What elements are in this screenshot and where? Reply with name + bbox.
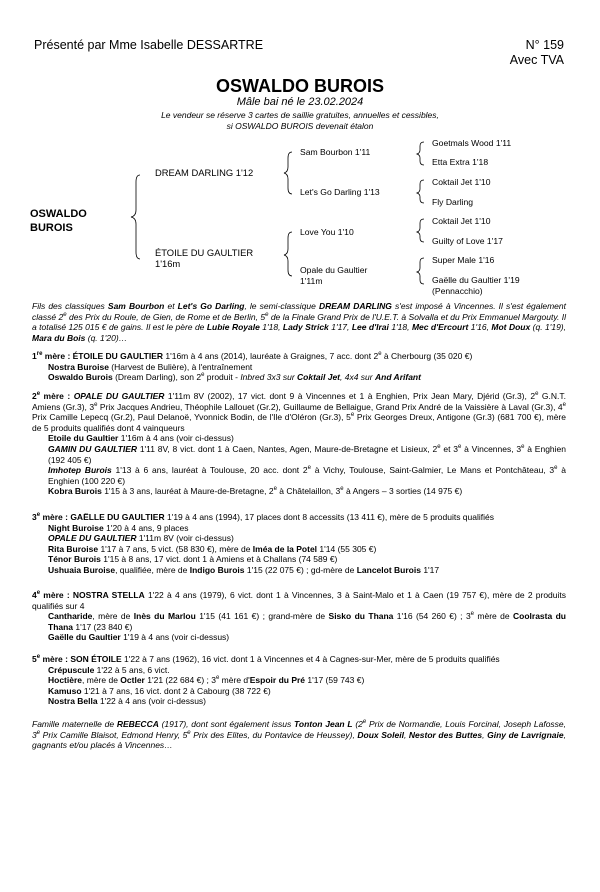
horse-description: Mâle bai né le 23.02.2024: [236, 96, 364, 108]
pedigree-sire-sire: Sam Bourbon 1'11: [300, 147, 371, 157]
pedigree-g2: Etta Extra 1'18: [432, 157, 489, 167]
horse-title: OSWALDO BUROIS: [215, 76, 384, 96]
pedigree-dam-dam-1: Opale du Gaultier: [300, 265, 368, 275]
family-paragraph: Famille maternelle de REBECCA (1917), dont sont également issus Tonton Jean L (2e Prix de Normandie, Louis Forcinal, Joseph Lafosse, 3e Prix Camille Blaisot, Edmond Henry, 5e Prix des Elites, du Pontavice de Heussey), Doux Soleil, Nestor des Buttes, Giny de Lavrignaie, gagnants et/ou placés à Vincennes…: [32, 719, 567, 751]
pedigree-dam-1: ÉTOILE DU GAULTIER: [155, 247, 254, 258]
pedigree-g8-2: (Pennacchio): [432, 286, 483, 296]
pedigree-g3: Coktail Jet 1'10: [432, 177, 491, 187]
lot-number: N° 159: [525, 38, 564, 52]
first-dam-section: 1re mère : ÉTOILE DU GAULTIER 1'16m à 4 ans (2014), lauréate à Graignes, 7 acc. dont 2e à Cherbourg (35 020 €) Nostra Buroise (Harvest de Bulière), à l'entraînement Oswaldo Burois (Dream Darling), son 2e produit - Inbred 3x3 sur Coktail Jet, 4x4 sur And Arifant: [32, 351, 473, 383]
second-dam-section: 2e mère : OPALE DU GAULTIER 1'11m 8V (2002), 17 vict. dont 9 à Vincennes et 1 à Enghien, Prix Jean Mary, Djérid (Gr.3), 2e G.N.T. Amiens (Gr.3), 3e Prix Jacques Andrieu, Théophile Lallouet (Gr.2), Guillaume de Bellaigue, Grand Prix André de la Vaissière à Laval (Gr.3), 4e Prix Camille Lepecq (Gr.2), Paul Delanoë, Yvonnick Bodin, de l'Ile d'Oléron (Gr.3), 5e Prix Georges Dreux, Antigone (Gr.3) (681 700 €), mère de 5 produits qualifiés dont 4 vainqueurs Etoile du Gaultier 1'16m à 4 ans (voir ci-dessus) GAMIN DU GAULTIER 1'11 8V, 8 vict. dont 1 à Caen, Nantes, Agen, Maure-de-Bretagne et Lisieux, 2e et 3e à Vincennes, 3e à Enghien (192 405 €) Imhotep Burois 1'13 à 6 ans, lauréat à Toulouse, 20 acc. dont 2e à Vichy, Toulouse, Saint-Galmier, Le Mans et Pontchâteau, 3e à Enghien (100 220 €) Kobra Burois 1'15 à 3 ans, lauréat à Maure-de-Bretagne, 2e à Châtelaillon, 3e à Angers – 3 sorties (14 975 €): [32, 391, 567, 497]
third-dam-section: 3e mère : GAËLLE DU GAULTIER 1'19 à 4 ans (1994), 17 places dont 8 accessits (13 411 €), mère de 5 produits qualifiés Night Buroise 1'20 à 4 ans, 9 places OPALE DU GAULTIER 1'11m 8V (voir ci-dessus) Rita Buroise 1'17 à 7 ans, 5 vict. (58 830 €), mère de Iméa de la Potel 1'14 (55 305 €) Ténor Burois 1'15 à 8 ans, 17 vict. dont 1 à Amiens et à Challans (74 589 €) Ushuaia Buroise, qualifiée, mère de Indigo Burois 1'15 (22 075 €) ; gd-mère de Lancelot Burois 1'17: [32, 512, 494, 575]
pedigree-horse-name-2: BUROIS: [30, 222, 73, 234]
pedigree-dam-sire: Love You 1'10: [300, 227, 354, 237]
vat-label: Avec TVA: [509, 53, 564, 67]
pedigree-dam-dam-2: 1'11m: [300, 276, 323, 286]
fourth-dam-section: 4e mère : NOSTRA STELLA 1'22 à 4 ans (1979), 6 vict. dont 1 à Vincennes, 3 à Saint-Malo et 1 à Caen (19 757 €), mère de 2 produits qualifiés sur 4 Cantharide, mère de Inès du Marlou 1'15 (41 161 €) ; grand-mère de Sisko du Thana 1'16 (54 260 €) ; 3e mère de Coolrasta du Thana 1'17 (23 840 €) Gaëlle du Gaultier 1'19 à 4 ans (voir ci-dessus): [32, 590, 567, 643]
pedigree-horse-name-1: OSWALDO: [30, 208, 87, 220]
stallion-note-1: Le vendeur se réserve 3 cartes de saillie gratuites, annuelles et cessibles,: [161, 110, 439, 120]
sire-paragraph: Fils des classiques Sam Bourbon et Let's Go Darling, le semi-classique DREAM DARLING s'est imposé à Vincennes. Il s'est également classé 2e des Prix du Roule, de Gien, de Rome et de Berlin, 5e de la Finale Grand Prix de l'U.E.T. à Solvalla et du Prix Emmanuel Margouty. Il a totalisé 125 015 € de gains. Il est le père de Lubie Royale 1'18, Lady Strick 1'17, Lee d'Irai 1'18, Mec d'Ercourt 1'16, Mot Doux (q. 1'19), Mara du Bois (q. 1'20)…: [32, 301, 566, 343]
pedigree-dam-2: 1'16m: [155, 258, 181, 269]
stallion-note-2: si OSWALDO BUROIS devenait étalon: [226, 121, 374, 131]
pedigree-sire-dam: Let's Go Darling 1'13: [300, 187, 380, 197]
fifth-dam-section: 5e mère : SON ÉTOILE 1'22 à 7 ans (1962), 16 vict. dont 1 à Vincennes et 4 à Cagnes-sur-Mer, mère de 5 produits qualifiés Crépuscule 1'22 à 5 ans, 6 vict. Hoctière, mère de Octler 1'21 (22 684 €) ; 3e mère d'Espoir du Pré 1'17 (59 743 €) Kamuso 1'21 à 7 ans, 16 vict. dont 2 à Cabourg (38 722 €) Nostra Bella 1'22 à 4 ans (voir ci-dessus): [32, 654, 500, 707]
pedigree-g8-1: Gaëlle du Gaultier 1'19: [432, 275, 520, 285]
pedigree-sire: DREAM DARLING 1'12: [155, 167, 254, 178]
pedigree-g1: Goetmals Wood 1'11: [432, 138, 512, 148]
presenter: Présenté par Mme Isabelle DESSARTRE: [34, 38, 264, 52]
pedigree-g5: Coktail Jet 1'10: [432, 216, 491, 226]
pedigree-g4: Fly Darling: [432, 197, 474, 207]
pedigree-g7: Super Male 1'16: [432, 255, 495, 265]
pedigree-g6: Guilty of Love 1'17: [432, 236, 503, 246]
